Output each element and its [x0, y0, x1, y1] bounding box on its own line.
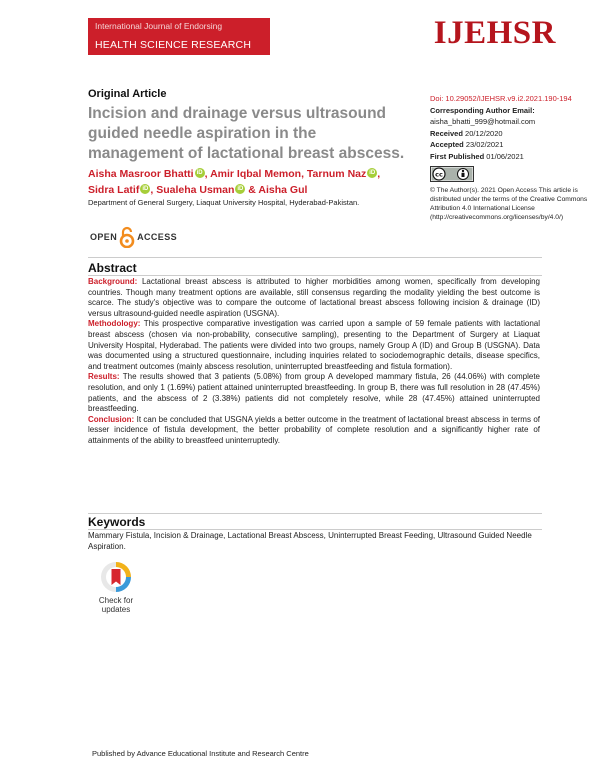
author-name[interactable]: Sualeha Usman [156, 184, 235, 196]
orcid-icon[interactable]: iD [237, 186, 244, 192]
journal-logo: IJEHSR [433, 15, 556, 51]
abstract-methodology [88, 319, 540, 372]
publisher-footer: Published by Advance Educational Institute and Research Centre [92, 749, 309, 758]
open-access-label-left: OPEN [90, 232, 118, 242]
methodology-label: Methodology: [88, 319, 141, 329]
orcid-icon[interactable]: iD [369, 170, 376, 176]
accepted-label: Accepted [430, 140, 464, 149]
received-label: Received [430, 128, 463, 138]
methodology-text: This prospective comparative investigation was carried upon a sample of 59 female patients with lactational breast abscess (chosen via non-probability, consecutive sampling), presenting to the Department of Surgery at Liaquat University Hospital, Hyderabad. The patients were divided into two groups, namely Group A (ID) and Group B (USGNA). Data was documented using a structured questionnaire, including inquiries related to sociodemographic details, disease specifics, and treatment outcomes (mainly abscess resolution, uninterrupted breastfeeding and fistula formation). [88, 319, 540, 371]
affiliation: Department of General Surgery, Liaquat University Hospital, Hyderabad-Pakistan. [88, 198, 360, 207]
section-divider [88, 529, 542, 530]
cc-by-license-icon[interactable] [430, 166, 474, 182]
check-for-updates-badge[interactable] [96, 560, 136, 614]
background-label: Background: [88, 277, 138, 286]
abstract-conclusion [88, 415, 540, 447]
author-name[interactable]: Sidra Latif [88, 184, 140, 196]
abstract-body [88, 277, 540, 447]
abstract-background [88, 277, 540, 319]
check-for-updates-icon [99, 560, 133, 594]
author-email[interactable]: aisha_bhatti_999@hotmail.com [430, 117, 536, 126]
open-access-badge [90, 226, 177, 248]
keywords-heading: Keywords [88, 515, 146, 529]
journal-name-band [88, 18, 270, 55]
conclusion-text: It can be concluded that USGNA yields a better outcome in the treatment of lactational breast abscess in terms of lesser incidence of fistula development, the better probability of complete resolution and a significantly higher rate of attainments of the ability to breastfeed uninterruptedly. [88, 414, 540, 445]
abstract-heading: Abstract [88, 261, 137, 275]
conclusion-label: Conclusion: [88, 414, 135, 424]
abstract-results [88, 372, 540, 414]
check-for-updates-line1: Check for [98, 596, 134, 605]
open-lock-icon [119, 226, 135, 248]
accepted-date: 23/02/2021 [465, 140, 504, 149]
author-name[interactable]: Aisha Masroor Bhatti [88, 168, 194, 180]
first-published-date: 01/06/2021 [486, 151, 524, 161]
section-divider [88, 275, 542, 276]
results-text: The results showed that 3 patients (5.08%) from group A developed mammary fistula, 26 (44.06%) with complete resolution, and only 1 (1.69%) patient attained uninterrupted breastfeeding. In group B, there was full resolution in 28 (47.45%) patients, and the abscess of 2 (3.38%) patients did not completely resolve, while 28 (47.45%) attained uninterrupted breastfeeding. [88, 372, 541, 414]
author-name[interactable]: Amir Iqbal Memon [210, 168, 302, 180]
open-access-label-right: ACCESS [137, 232, 178, 242]
author-name[interactable]: Aisha Gul [258, 184, 308, 196]
first-published-label: First Published [430, 151, 485, 161]
article-type: Original Article [88, 88, 167, 100]
orcid-icon[interactable]: iD [142, 186, 149, 192]
section-divider [88, 513, 542, 514]
results-label: Results: [88, 372, 120, 382]
author-name[interactable]: Tarnum Naz [306, 168, 367, 180]
cc-badge-text: cc [435, 170, 443, 179]
article-title: Incision and drainage versus ultrasound guided needle aspiration in the management of lactational breast abscess. [88, 105, 405, 162]
section-divider [88, 257, 542, 258]
received-date: 20/12/2020 [465, 128, 503, 138]
article-meta [430, 93, 590, 162]
check-for-updates-line2: updates [101, 605, 131, 614]
corresponding-label: Corresponding Author Email: [430, 105, 535, 115]
keywords-text: Mammary Fistula, Incision & Drainage, Lactational Breast Abscess, Uninterrupted Breast Feeding, Ultrasound Guided Needle Aspiration. [88, 531, 532, 551]
background-text: Lactational breast abscess is attributed to higher morbidities among women, specifically from developing countries. Though many treatment options are available, still consensus regarding the modality yielding the best outcome is scarce. The study's objective was to compare the outcome of lactational breast abscess following incision & drainage (ID) versus ultrasound-guided needle aspiration (USGNA). [88, 277, 540, 318]
journal-name-line2: HEALTH SCIENCE RESEARCH [95, 39, 252, 51]
author-list: Aisha Masroor Bhatti iD , Amir Iqbal Memon, Tarnum Naz iD , Sidra Latif iD , Sualeha Usman iD & Aisha Gul [88, 168, 381, 196]
doi-link[interactable]: Doi: 10.29052/IJEHSR.v9.i2.2021.190-194 [430, 94, 572, 103]
license-text: © The Author(s). 2021 Open Access This article is distributed under the terms of the Creative Commons Attribution 4.0 International License (http://creativecommons.org/licenses/by/4.0/) [430, 187, 588, 221]
orcid-icon[interactable]: iD [196, 170, 203, 176]
journal-name-line1: International Journal of Endorsing [95, 21, 223, 31]
